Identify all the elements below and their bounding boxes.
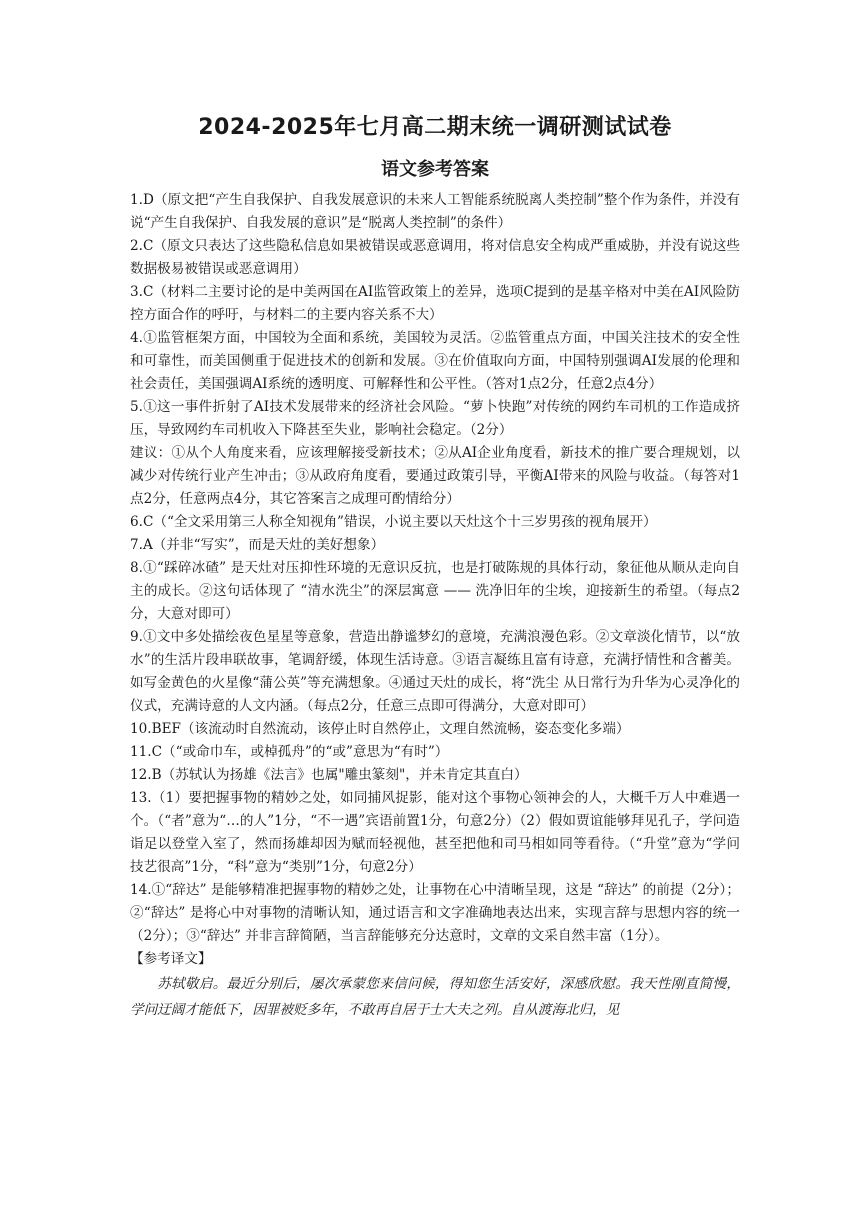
answer-item-8: 8.①“踩碎冰碴” 是天灶对压抑性环境的无意识反抗，也是打破陈规的具体行动，象征他从顺从走向自主的成长。②这句话体现了 “清水洗尘”的深层寓意 —— 洗净旧年的尘埃，迎接新生的希望。（每点2分，大意对即可） <box>130 560 740 622</box>
answer-item-4: 4.①监管框架方面，中国较为全面和系统，美国较为灵活。②监管重点方面，中国关注技术的安全性和可靠性，而美国侧重于促进技术的创新和发展。③在价值取向方面，中国特别强调AI发展的伦理和社会责任，美国强调AI系统的透明度、可解释性和公平性。（答对1点2分，任意2点4分） <box>130 330 740 392</box>
answer-item-6: 6.C（“全文采用第三人称全知视角”错误，小说主要以天灶这个十三岁男孩的视角展开） <box>130 514 657 530</box>
reference-translation-heading: 【参考译文】 <box>130 951 212 967</box>
answer-item-1: 1.D（原文把“产生自我保护、自我发展意识的未来人工智能系统脱离人类控制”整个作为条件，并没有说“产生自我保护、自我发展的意识”是“脱离人类控制”的条件） <box>130 192 740 231</box>
answer-item-11: 11.C（“或命巾车，或棹孤舟”的“或”意思为“有时”） <box>130 744 449 760</box>
answer-item-12: 12.B（苏轼认为扬雄《法言》也属"雕虫篆刻"，并未肯定其直白） <box>130 767 528 783</box>
answer-item-9: 9.①文中多处描绘夜色星星等意象，营造出静谧梦幻的意境，充满浪漫色彩。②文章淡化情节，以“放水”的生活片段串联故事，笔调舒缓，体现生活诗意。③语言凝练且富有诗意，充满抒情性和含蓄美。如写金黄色的火星像“蒲公英”等充满想象。④通过天灶的成长，将“洗尘 从日常行为升华为心灵净化的仪式，充满诗意的人文内涵。（每点2分，任意三点即可得满分，大意对即可） <box>130 629 740 714</box>
reference-translation-text: 苏轼敬启。最近分别后，屡次承蒙您来信问候，得知您生活安好，深感欣慰。我天性刚直简慢，学问迂阔才能低下，因罪被贬多年，不敢再自居于士大夫之列。自从渡海北归，见 <box>130 976 740 1018</box>
document-title: 2024-2025年七月高二期末统一调研测试试卷 <box>198 115 672 140</box>
document-subtitle: 语文参考答案 <box>381 159 489 180</box>
answer-item-10: 10.BEF（该流动时自然流动，该停止时自然停止，文理自然流畅，姿态变化多端） <box>130 721 630 737</box>
answer-list <box>130 189 740 948</box>
answer-item-7: 7.A（并非“写实”，而是天灶的美好想象） <box>130 537 385 553</box>
reference-translation <box>130 971 740 1023</box>
answer-item-14: 14.①“辞达” 是能够精准把握事物的精妙之处，让事物在心中清晰呈现，这是 “辞达” 的前提（2分）；②“辞达” 是将心中对事物的清晰认知，通过语言和文字准确地表达出来，实现言辞与思想内容的统一（2分）；③“辞达” 并非言辞简陋，当言辞能够充分达意时，文章的文采自然丰富（1分）。 <box>130 882 740 944</box>
answer-item-2: 2.C（原文只表达了这些隐私信息如果被错误或恶意调用，将对信息安全构成严重威胁，并没有说这些数据极易被错误或恶意调用） <box>130 238 740 277</box>
answer-item-5: 5.①这一事件折射了AI技术发展带来的经济社会风险。“萝卜快跑”对传统的网约车司机的工作造成挤压，导致网约车司机收入下降甚至失业，影响社会稳定。（2分） <box>130 399 740 438</box>
answer-item-3: 3.C（材料二主要讨论的是中美两国在AI监管政策上的差异，选项C提到的是基辛格对中美在AI风险防控方面合作的呼吁，与材料二的主要内容关系不大） <box>130 284 740 323</box>
answer-item-13: 13.（1）要把握事物的精妙之处，如同捕风捉影，能对这个事物心领神会的人，大概千万人中难遇一个。（“者”意为“…的人”1分，“不一遇”宾语前置1分，句意2分）（2）假如贾谊能够拜见孔子，学问造诣足以登堂入室了，然而扬雄却因为赋而轻视他，甚至把他和司马相如同等看待。（“升堂”意为“学问技艺很高”1分，“科”意为“类别”1分，句意2分） <box>130 790 740 875</box>
answer-item-5-suggestion: 建议：①从个人角度来看，应该理解接受新技术；②从AI企业角度看，新技术的推广要合理规划，以减少对传统行业产生冲击；③从政府角度看，要通过政策引导，平衡AI带来的风险与收益。（每答对1点2分，任意两点4分，其它答案言之成理可酌情给分） <box>130 445 740 507</box>
